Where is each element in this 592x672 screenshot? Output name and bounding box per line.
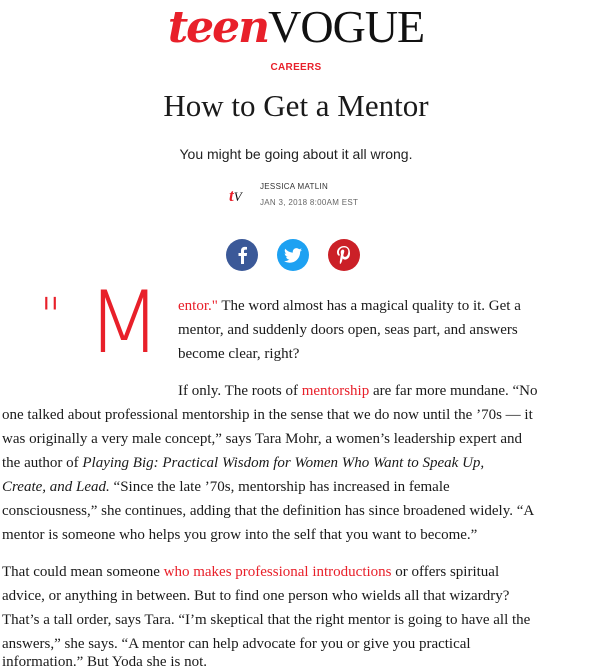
book-title: Create, and Lead. [2,479,110,495]
body-line: consciousness,” she continues, adding that the definition has since broadened widely. “A [2,503,535,519]
body-line: answers,” she says. “A mentor can help advocate for you or give you practical [2,636,471,652]
rubric-link[interactable]: CAREERS [270,62,322,73]
body-line: mentor is someone who helps you grow into the self that you want to become.” [2,527,478,543]
body-line: one talked about professional mentorship in the sense that we do now until the ’70s — it [2,407,533,423]
body-link[interactable]: entor." [178,298,218,314]
body-line: information.” But Yoda she is not. [2,654,207,670]
body-line: That could mean someone who makes professional introductions or offers spiritual [2,564,500,580]
body-line: mentor, and suddenly doors open, seas part, and answers [178,322,518,338]
facebook-icon [235,246,249,264]
book-title: Playing Big: Practical Wisdom for Women Who Want to Speak Up, [82,455,485,471]
introductions-link[interactable]: who makes professional introductions [163,564,392,580]
logo-vogue-text: VOGUE [268,1,425,52]
pinterest-icon [337,246,351,264]
author-avatar: tV [229,186,242,205]
body-line: was originally a very male concept,” says Tara Mohr, a women’s leadership expert and [2,431,522,447]
pinterest-share-button[interactable] [328,239,360,271]
article-dek: You might be going about it all wrong. [179,146,413,162]
mentorship-link[interactable]: mentorship [301,383,370,399]
body-line: advice, or anything in between. But to find one person who wields all that wizardry? [2,588,510,604]
facebook-share-button[interactable] [226,239,258,271]
publish-date: JAN 3, 2018 8:00AM EST [260,198,359,207]
logo-teen-text: teen [167,2,269,53]
teen-vogue-logo[interactable] [0,0,592,56]
body-line: That’s a tall order, says Tara. “I’m skeptical that the right mentor is going to have all the [2,612,531,628]
twitter-share-button[interactable] [277,239,309,271]
body-line: If only. The roots of mentorship are far more mundane. “No [178,383,538,399]
body-line: entor." The word almost has a magical quality to it. Get a [178,298,521,314]
dropcap-quote-mark: " [40,288,62,342]
twitter-icon [284,248,302,263]
author-name-link[interactable]: JESSICA MATLIN [260,182,329,191]
article-title: How to Get a Mentor [163,88,429,123]
dropcap-letter: M [87,273,162,373]
body-line: Create, and Lead. “Since the late ’70s, mentorship has increased in female [2,479,450,495]
body-line: the author of Playing Big: Practical Wisdom for Women Who Want to Speak Up, [2,455,485,471]
body-line: become clear, right? [178,346,300,362]
